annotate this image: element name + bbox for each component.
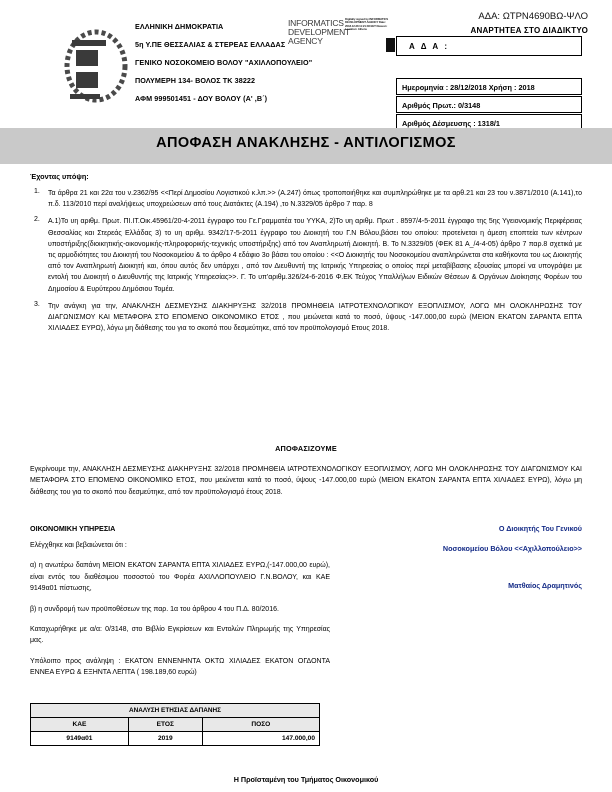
- administrator-name: Ματθαίος Δραμητινός: [508, 581, 582, 590]
- table-row: [31, 732, 320, 746]
- administrator-title: Ο Διοικητής Του Γενικού: [498, 524, 582, 533]
- cell-etos: 2019: [128, 732, 202, 746]
- clause-text: Την ανάγκη για την, ΑΝΑΚΛΗΣΗ ΔΕΣΜΕΥΣΗΣ ΔΙΑΚΗΡΥΞΗΣ 32/2018 ΠΡΟΜΗΘΕΙΑ ΙΑΤΡΟΤΕΧΝΟΛΟΓΙΚΟΥ ΕΞΟΠΛΙΣΜΟΥ, ΛΟΓΩ ΜΗ ΟΛΟΚΛΗΡΩΣΗΣ ΤΟΥ ΔΙΑΓΩΝΙΣΜΟΥ ΚΑΙ ΜΕΤΑΦΟΡΑ ΣΤΟ ΕΠΟΜΕΝΟ ΟΙΚΟΝΟΜΙΚΟ ΕΤΟΣ , που μειώνεται κατά το ποσό, ύψους -147.000,00 ευρώ (ΜΕΙΟΝ ΕΚΑΤΟΝ ΣΑΡΑΝΤΑ ΕΠΤΑ ΧΙΛΙΑΔΕΣ ΕΥΡΩ), λόγω μη διάθεσης του για το σκοπό που δεσμεύτηκε, από τον προϋπολογισμό Ετους 2018.: [48, 302, 582, 333]
- financial-line: Ελέγχθηκε και βεβαιώνεται ότι :: [30, 542, 127, 549]
- cell-poso: 147.000,00: [202, 732, 319, 746]
- financial-line: Καταχωρήθηκε με α/α: 0/3148, στο Βιβλίο Εγκρίσεων και Εντολών Πληρωμής της Υπηρεσίας μας.: [30, 626, 330, 645]
- clause-item: [30, 188, 582, 210]
- preamble-section: [30, 172, 582, 340]
- anartitea-label: ΑΝΑΡΤΗΤΕΑ ΣΤΟ ΔΙΑΔΙΚΤΥΟ: [470, 26, 588, 35]
- commitment-info-text: Αριθμός Δέσμευσης : 1318/1: [402, 119, 500, 128]
- annual-expense-table: [30, 703, 320, 746]
- digital-signature-stamp: Digitally signed by INFORMATICS DEVELOPMENT AGENCY Date: 2018.12.28 11:21:48 EET Reason: Location: Athens: [345, 18, 389, 32]
- financial-service-text: [30, 540, 330, 688]
- financial-service-title: ΟΙΚΟΝΟΜΙΚΗ ΥΠΗΡΕΣΙΑ: [30, 524, 116, 533]
- org-line-4: ΠΟΛΥΜΕΡΗ 134- ΒΟΛΟΣ ΤΚ 38222: [135, 76, 256, 85]
- protocol-info-text: Αριθμός Πρωτ.: 0/3148: [402, 101, 481, 110]
- table-header-etos: ΕΤΟΣ: [128, 718, 202, 732]
- decision-text: Εγκρίνουμε την, ΑΝΑΚΛΗΣΗ ΔΕΣΜΕΥΣΗΣ ΔΙΑΚΗΡΥΞΗΣ 32/2018 ΠΡΟΜΗΘΕΙΑ ΙΑΤΡΟΤΕΧΝΟΛΟΓΙΚΟΥ ΕΞΟΠΛΙΣΜΟΥ, ΛΟΓΩ ΜΗ ΟΛΟΚΛΗΡΩΣΗΣ ΤΟΥ ΔΙΑΓΩΝΙΣΜΟΥ ΚΑΙ ΜΕΤΑΦΟΡΑ ΣΤΟ ΕΠΟΜΕΝΟ ΟΙΚΟΝΟΜΙΚΟ ΕΤΟΣ, που μειώνεται κατά το ποσό, ύψους -147.000,00 ευρώ (ΜΕΙΟΝ ΕΚΑΤΟΝ ΣΑΡΑΝΤΑ ΕΠΤΑ ΧΙΛΙΑΔΕΣ ΕΥΡΩ), λόγω μη διάθεσης του για το σκοπό που δεσμεύτηκε, από τον προϋπολογισμό έτους 2018.: [30, 466, 582, 496]
- financial-line: Υπόλοιπο προς ανάληψη : ΕΚΑΤΟΝ ΕΝΝΕΝΗΝΤΑ ΟΚΤΩ ΧΙΛΙΑΔΕΣ ΕΚΑΤΟΝ ΟΓΔΟΝΤΑ ΕΝΝΕΑ ΕΥΡΩ & ΕΞΗΝΤΑ ΛΕΠΤΑ ( 198.189,60 ευρώ): [30, 657, 330, 677]
- org-line-5: ΑΦΜ 999501451 - ΔΟΥ ΒΟΛΟΥ (Α' ,Β΄): [135, 94, 268, 103]
- org-line-3: ΓΕΝΙΚΟ ΝΟΣΟΚΟΜΕΙΟ ΒΟΛΟΥ "ΑΧΙΛΛΟΠΟΥΛΕΙΟ": [135, 58, 313, 67]
- protocol-info-box: [396, 96, 582, 113]
- clause-item: [30, 216, 582, 294]
- ada-field-box: [396, 36, 582, 56]
- clause-number: 3.: [34, 300, 40, 308]
- ada-field-label: Α Δ Α :: [409, 42, 450, 51]
- title-underline: [0, 160, 612, 164]
- table-header-kae: ΚΑΕ: [31, 718, 129, 732]
- footer-signer: Η Προϊσταμένη του Τμήματος Οικονομικού: [233, 775, 379, 784]
- clause-number: 1.: [34, 188, 40, 195]
- table-title: ΑΝΑΛΥΣΗ ΕΤΗΣΙΑΣ ΔΑΠΑΝΗΣ: [31, 704, 320, 718]
- preamble-intro: Έχοντας υπόψη:: [30, 172, 89, 181]
- table-header-poso: ΠΟΣΟ: [202, 718, 319, 732]
- signature-badge-icon: [386, 38, 395, 52]
- administrator-subtitle: Νοσοκομείου Βόλου <<Αχιλλοπούλειο>>: [442, 544, 582, 553]
- page-title: ΑΠΟΦΑΣΗ ΑΝΑΚΛΗΣΗΣ - ΑΝΤΙΛΟΓΙΣΜΟΣ: [156, 135, 456, 151]
- clause-item: [30, 301, 582, 335]
- date-info-box: [396, 78, 582, 95]
- financial-line: α) η ανωτέρω δαπάνη ΜΕΙΟΝ ΕΚΑΤΟΝ ΣΑΡΑΝΤΑ ΕΠΤΑ ΧΙΛΙΑΔΕΣ ΕΥΡΩ,(-147.000,00 ευρώ), είναι εντός του διαθέσιμου ποσοστού του Φορέα ΑΧΙΛΛΟΠΟΥΛΕΙΟ Γ.Ν.ΒΟΛΟΥ, και ΚΑΕ 9149α01 πίστωσης,: [30, 562, 330, 593]
- ida-agency-name: INFORMATICS DEVELOPMENT AGENCY: [288, 18, 350, 46]
- financial-line: β) η συνδρομή των προϋποθέσεων της παρ. 1α του άρθρου 4 του Π.Δ. 80/2016.: [30, 605, 279, 613]
- title-band: [0, 128, 612, 160]
- cell-kae: 9149α01: [31, 732, 129, 746]
- org-line-2: 5η Υ.ΠΕ ΘΕΣΣΑΛΙΑΣ & ΣΤΕΡΕΑΣ ΕΛΛΑΔΑΣ: [135, 40, 286, 49]
- clause-text: Τα άρθρα 21 και 22α του ν.2362/95 <<Περί Δημοσίου Λογιστικού κ.λπ.>> (Α.247) όπως τροποποιήθηκε και συμπληρώθηκε με τα αρθ.21 και 23 του ν.3871/2010 (Α.141),το π.δ. 113/2010 περί αναλήψεως υποχρεώσεων από τους Διατάκτες (Α.194) ,το Ν.3329/05 άρθρο 7 παρ. 8: [48, 190, 582, 209]
- decision-heading: ΑΠΟΦΑΣΙΖΟΥΜΕ: [275, 444, 337, 453]
- greek-republic-emblem-icon: [62, 26, 130, 104]
- ada-code: ΑΔΑ: ΩΤΡΝ4690ΒΩ-ΨΛΟ: [478, 11, 588, 22]
- date-info-text: Ημερομηνία : 28/12/2018 Χρήση : 2018: [402, 83, 535, 92]
- clause-text: Α.1)Το υη αριθμ. Πρωτ. ΠΙ.ΙΤ.Οικ.45961/20-4-2011 έγγραφο του Γε.Γραμματέα του ΥΥΚΑ, 2)Το υη αριθμ. Πρωτ . 8597/4-5-2011 έγγραφο της 5ης Υγειονομικής Περιφέρειας Θεσσαλίας και Στερεάς Ελλάδας 3) το υη αριθμ. 9342/17-5-2011 έγγραφο του Διοικητή του Γ.Ν Βόλου,βάσει του οποίου: προτείνεται η άμεση εποπτεία των κέντρων υποστήριξης(διοικητικής-οικονομικής-πληροφορικής-τεχνικής υποστήριξης) από τον Αναπληρωτή Διοικητή. Β. Το Ν.3329/05 (ΦΕΚ 81 Α_/4-4-05) άρθρο 7 παρ.8 σχετικά με τις αρμοδιότητες του Διοικητή του Νοσοκομείου & το άρθρο 4 εδάφιο 3ο βάσει του οποίου : <<Ο Διοικητής του Νοσοκομείου αναπληρώνεται στα καθήκοντα του ως Διοικητής από τον Αναπληρωτή Διοικητή και, όπου αυτός δεν υπάρχει , από τον Διευθυντή της Ιατρικής Υπηρεσίας ο οποίος περί μεταβίβασης εξουσίας μπορεί να υπογράψει με εντολή του Διοικητή ο Διευθυντής της Ιατρικής Υπηρεσίας>>. Γ. Το υπ'αριθμ.326/24-6-2016 Φ.ΕΚ Τεύχος Υπαλλήλων Ειδικών Θέσεων & Οργάνων Διοίκησης Φορέων του Δημοσίου & Ευρύτερου Δημόσιου Τομέα.: [48, 218, 582, 293]
- clause-number: 2.: [34, 216, 40, 224]
- org-line-1: ΕΛΛΗΝΙΚΗ ΔΗΜΟΚΡΑΤΙΑ: [135, 22, 224, 31]
